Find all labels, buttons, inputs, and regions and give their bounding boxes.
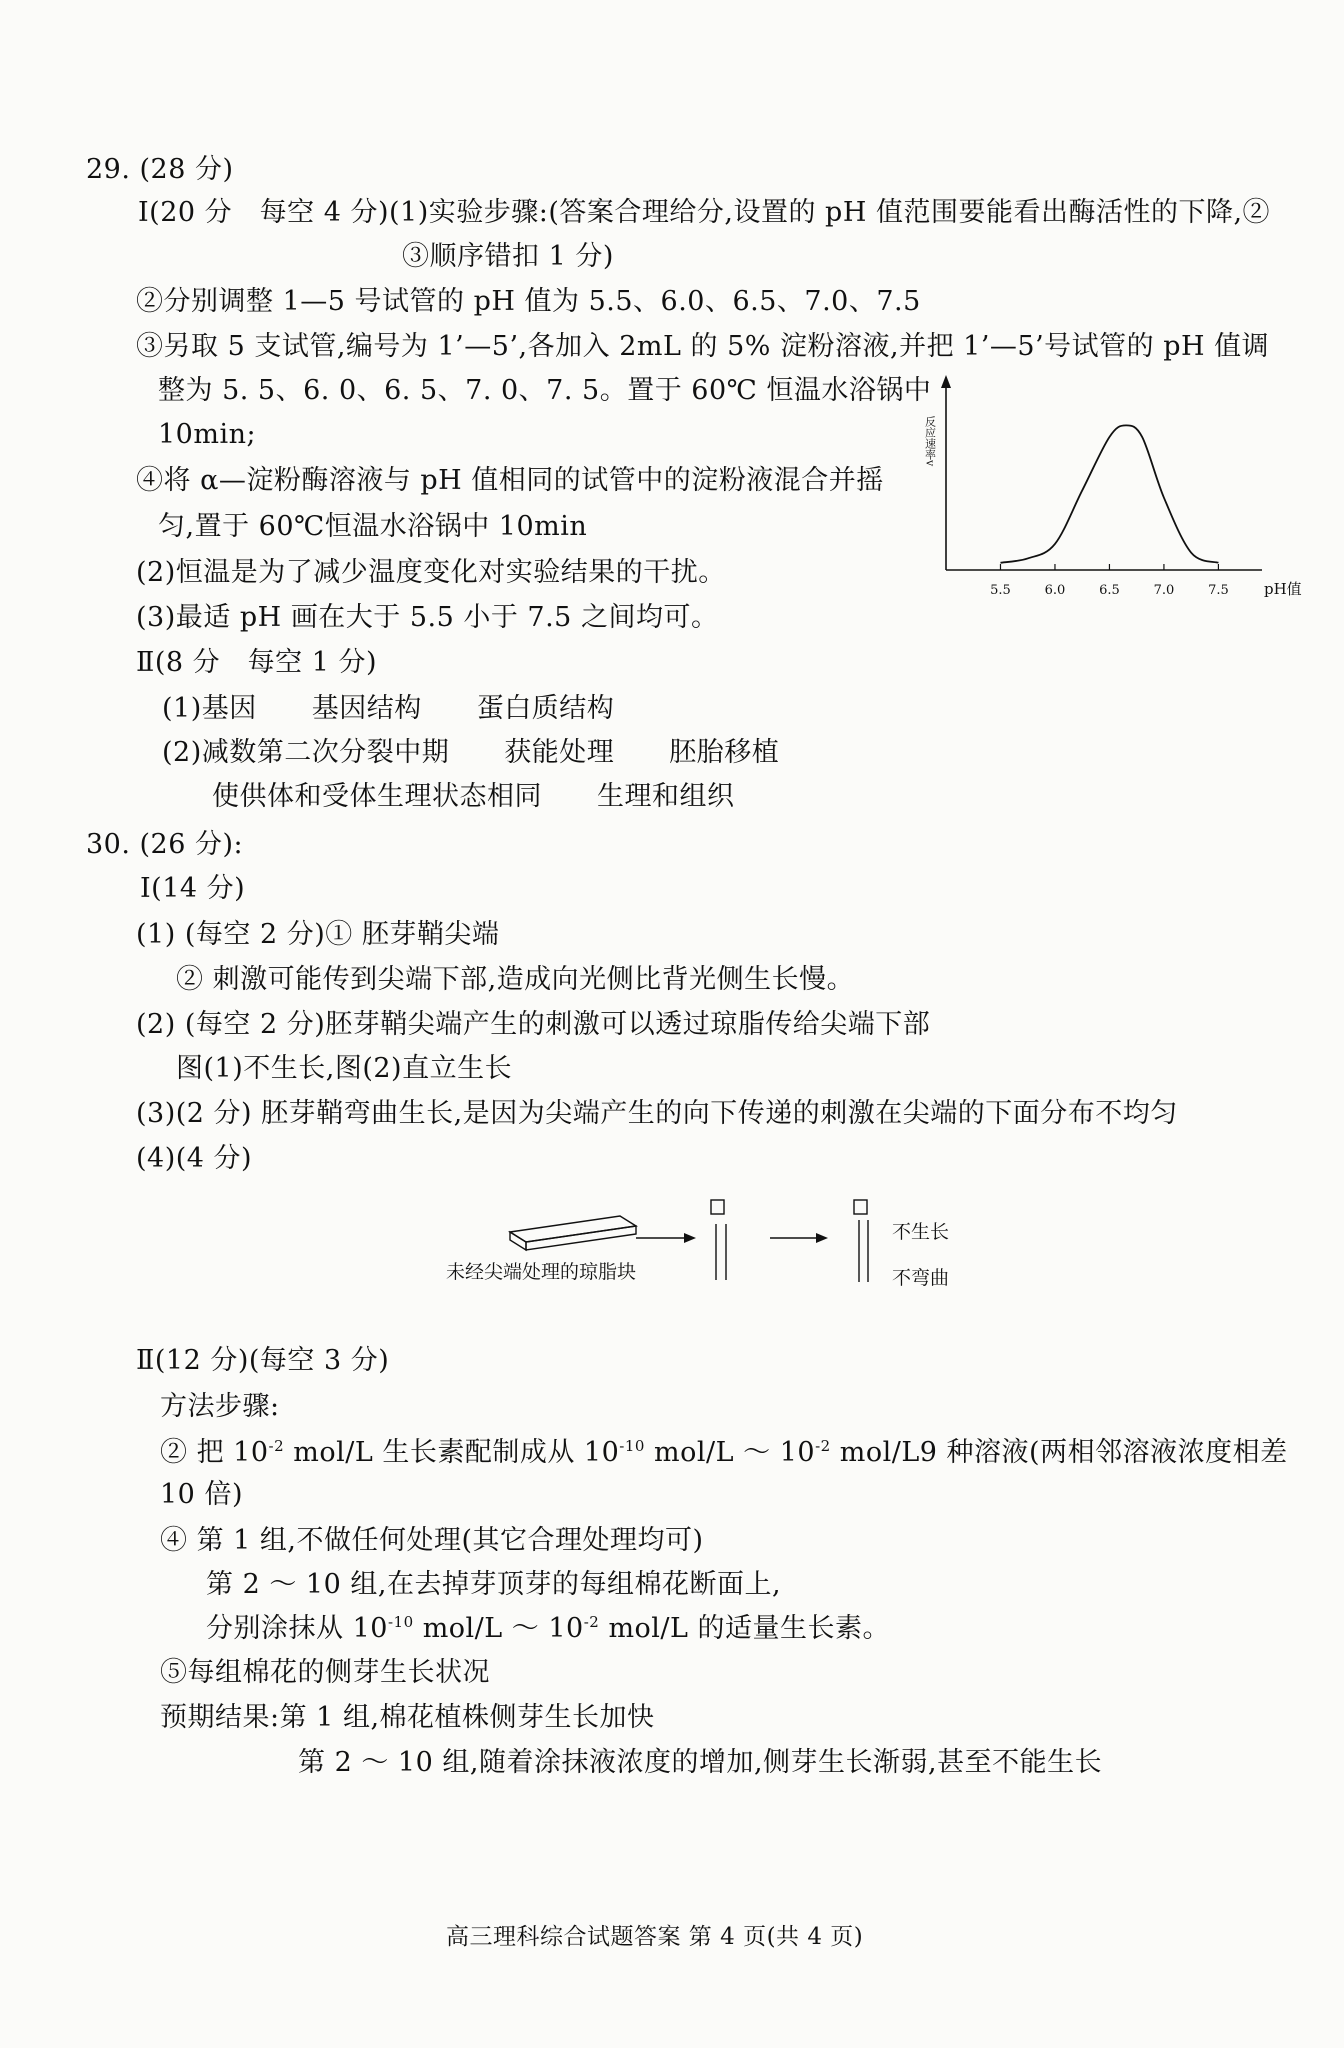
q30-method2-line2: 10 倍) [160,1479,243,1510]
q30-expected-result-line2: 第 2 ～ 10 组,随着涂抹液浓度的增加,侧芽生长渐弱,甚至不能生长 [298,1747,1103,1778]
q30-item2: (2) (每空 2 分)胚芽鞘尖端产生的刺激可以透过琼脂传给尖端下部 [136,1009,931,1040]
x-tick-label: 6.5 [1099,583,1120,598]
q30-item2-line2: 图(1)不生长,图(2)直立生长 [176,1053,513,1084]
q29-step3: ③另取 5 支试管,编号为 1’—5’,各加入 2mL 的 5% 淀粉溶液,并把 1’—5’号试管的 pH 值调 [136,331,1270,362]
chart-series-line [1000,425,1218,562]
q29-part1-head: Ⅰ(20 分 每空 4 分)(1)实验步骤:(答案合理给分,设置的 pH 值范围要能看出酶活性的下降,② [138,197,1271,228]
x-tick-label: 5.5 [990,583,1011,598]
page-footer: 高三理科综合试题答案 第 4 页(共 4 页) [446,1924,864,1950]
coleoptile-with-agar-2 [854,1200,868,1282]
q29-part2-answer1: (1)基因 基因结构 蛋白质结构 [162,693,615,724]
q29-title: 29. (28 分) [86,154,234,185]
q29-part2-answer2: (2)减数第二次分裂中期 获能处理 胚胎移植 [162,737,780,768]
q30-expected-result: 预期结果:第 1 组,棉花植株侧芽生长加快 [160,1702,655,1733]
result-no-growth: 不生长 [892,1221,950,1243]
q29-part2-head: Ⅱ(8 分 每空 1 分) [136,647,378,678]
chart-x-label: pH值 [1264,580,1302,598]
agar-block [510,1216,636,1250]
arrow-1 [636,1233,696,1243]
agar-diagram [440,1190,980,1300]
q30-method-head: 方法步骤: [160,1391,280,1422]
q30-part2-head: Ⅱ(12 分)(每空 3 分) [136,1345,390,1376]
q29-part1-head-cont: ③顺序错扣 1 分) [402,241,614,272]
q29-answer2: (2)恒温是为了减少温度变化对实验结果的干扰。 [136,557,726,588]
q30-title: 30. (26 分): [86,829,244,860]
x-tick-label: 7.0 [1153,583,1175,598]
q30-method5: ⑤每组棉花的侧芽生长状况 [160,1657,490,1688]
q29-step3-line2: 整为 5. 5、6. 0、6. 5、7. 0、7. 5。置于 60℃ 恒温水浴锅中 [158,375,932,406]
q29-step3-line3: 10min; [158,419,257,450]
x-tick-label: 7.5 [1208,583,1229,598]
q29-step4: ④将 α—淀粉酶溶液与 pH 值相同的试管中的淀粉液混合并摇 [136,465,884,496]
q29-answer3: (3)最适 pH 画在大于 5.5 小于 7.5 之间均可。 [136,602,719,633]
ph-rate-chart [900,370,1320,610]
q30-item1: (1) (每空 2 分)① 胚芽鞘尖端 [136,919,500,950]
q30-part1-head: Ⅰ(14 分) [140,873,246,904]
q30-method4: ④ 第 1 组,不做任何处理(其它合理处理均可) [160,1525,704,1556]
q29-part2-answer3: 使供体和受体生理状态相同 生理和组织 [212,781,735,812]
coleoptile-with-agar-1 [711,1200,726,1280]
q29-step4-line2: 匀,置于 60℃恒温水浴锅中 10min [158,511,588,542]
result-no-bend: 不弯曲 [892,1267,950,1289]
q30-method4-line3: 分别涂抹从 $10^{-10}$ mol/L ～ $10^{-2}$ mol/L 的适量生长素。 [206,1613,891,1644]
chart-y-label: 反应速率v [923,416,937,467]
q30-method4-line2: 第 2 ～ 10 组,在去掉芽顶芽的每组棉花断面上, [206,1569,782,1600]
q30-method2: ② 把 $10^{-2}$ mol/L 生长素配制成从 $10^{-10}$ mol/L ～ $10^{-2}$ mol/L9 种溶液(两相邻溶液浓度相差 [160,1437,1288,1468]
x-tick-label: 6.0 [1044,583,1066,598]
chart-y-arrow [941,375,951,388]
agar-block-label: 未经尖端处理的琼脂块 [446,1261,637,1283]
arrow-2 [770,1233,828,1243]
q30-item3: (3)(2 分) 胚芽鞘弯曲生长,是因为尖端产生的向下传递的刺激在尖端的下面分布不均匀 [136,1098,1178,1129]
q30-item1-line2: ② 刺激可能传到尖端下部,造成向光侧比背光侧生长慢。 [176,964,855,995]
q30-item4: (4)(4 分) [136,1143,253,1174]
q29-step2: ②分别调整 1—5 号试管的 pH 值为 5.5、6.0、6.5、7.0、7.5 [136,286,921,317]
